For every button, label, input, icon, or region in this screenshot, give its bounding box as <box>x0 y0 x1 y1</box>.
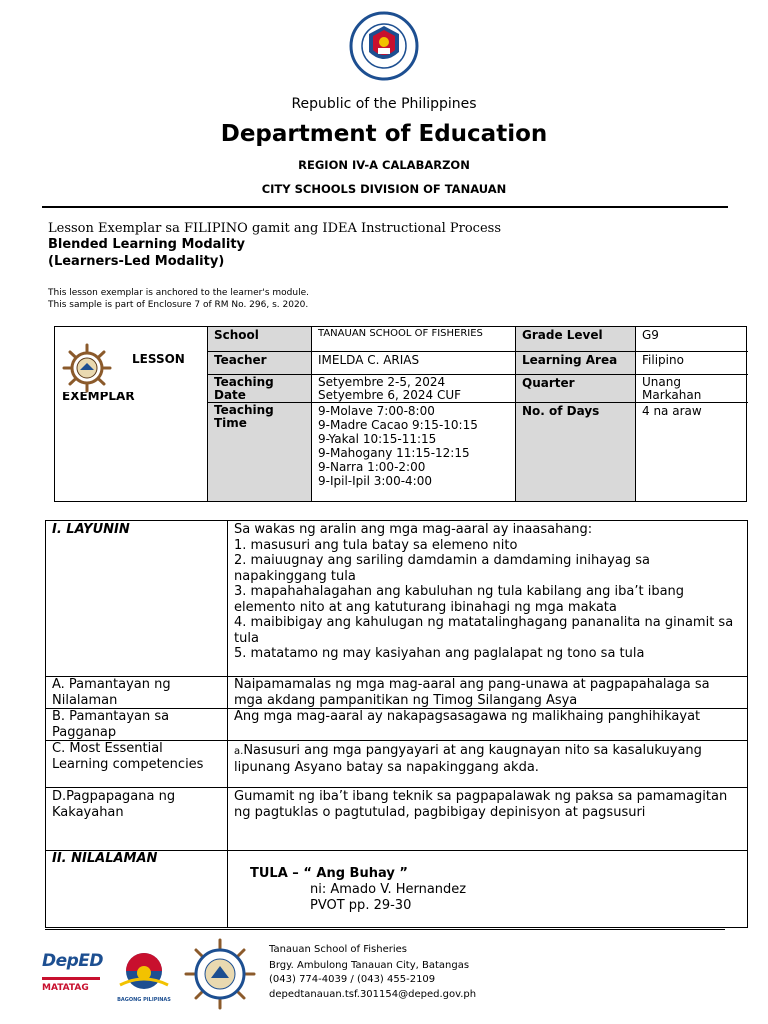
school-value: TANAUAN SCHOOL OF FISHERIES <box>311 327 515 352</box>
republic-heading: Republic of the Philippines <box>291 96 477 112</box>
bagong-pilipinas-logo <box>116 951 172 1003</box>
quarter-value: Unang Markahan <box>635 375 748 403</box>
pagpapagana-label: D.Pagpapagana ng Kakayahan <box>52 789 176 820</box>
layunin-item: 2. maiuugnay ang sariling damdamin a damdaming inihayag sa napakinggang tula <box>234 553 650 584</box>
area-value: Filipino <box>635 352 748 375</box>
time-slot: 9-Molave 7:00-8:00 <box>318 404 435 418</box>
note-anchored: This lesson exemplar is anchored to the learner's module. <box>48 288 309 298</box>
pamantayan-nilalaman-label: A. Pamantayan ng Nilalaman <box>52 677 171 708</box>
layunin-content <box>228 521 747 663</box>
layunin-label: I. LAYUNIN <box>52 522 130 537</box>
footer-phone: (043) 774-4039 / (043) 455-2109 <box>269 974 436 985</box>
pamantayan-pagganap-label: B. Pamantayan sa Pagganap <box>52 709 170 740</box>
layunin-item: 1. masusuri ang tula batay sa elemeno nito <box>234 537 518 553</box>
time-slot: 9-Madre Cacao 9:15-10:15 <box>318 418 478 432</box>
header-divider <box>42 206 728 208</box>
lesson-title: Lesson Exemplar sa FILIPINO gamit ang IDEA Instructional Process <box>48 221 502 236</box>
melc-text: Nasusuri ang mga pangyayari at ang kaugnayan nito sa kasalukuyang lipunang Asyano batay sa napakinggang akda. <box>234 743 702 775</box>
deped-logo-text <box>42 951 104 971</box>
footer-divider <box>45 929 725 930</box>
division-heading: CITY SCHOOLS DIVISION OF TANAUAN <box>261 182 507 196</box>
grade-label: Grade Level <box>515 327 635 352</box>
note-enclosure: This sample is part of Enclosure 7 of RM No. 296, s. 2020. <box>48 300 309 310</box>
matatag-text: MATATAG <box>42 983 89 993</box>
melc-prefix: a. <box>234 746 244 757</box>
modality-subtitle: (Learners-Led Modality) <box>48 254 225 269</box>
nilalaman-label: II. NILALAMAN <box>52 851 158 866</box>
days-label: No. of Days <box>515 403 635 501</box>
date-value-line1: Setyembre 2-5, 2024 <box>318 375 446 389</box>
pagpapagana-value: Gumamit ng iba’t ibang teknik sa pagpapalawak ng paksa sa pamamagitan ng pagtuklas o pagtutulad, pagbibigay depinisyon at pagsusuri <box>234 789 728 820</box>
teacher-label: Teacher <box>207 352 311 375</box>
bagong-pilipinas-icon <box>116 951 172 993</box>
grade-value: G9 <box>635 327 748 352</box>
layunin-intro: Sa wakas ng aralin ang mga mag-aaral ay inaasahang: <box>234 522 593 537</box>
time-label: Teaching Time <box>207 403 311 501</box>
days-value: 4 na araw <box>635 403 748 501</box>
footer-school: Tanauan School of Fisheries <box>269 944 407 955</box>
melc-value <box>228 740 747 776</box>
ship-wheel-logo-icon <box>58 343 116 393</box>
pamantayan-nilalaman-value: Naipamamalas ng mga mag-aaral ang pang-unawa at pagpapahalaga sa mga akdang pampanitikan ng Timog Silangang Asya <box>234 677 710 708</box>
area-label: Learning Area <box>515 352 635 375</box>
deped-matatag-logo <box>42 951 104 1001</box>
school-label: School <box>207 327 311 352</box>
lesson-label: LESSON <box>132 352 185 366</box>
date-value-line2: Setyembre 6, 2024 CUF <box>318 388 462 402</box>
layunin-item: 4. maibibigay ang kahulugan ng matatalinghagang pananalita na ginamit sa tula <box>234 615 734 646</box>
time-values <box>311 403 515 501</box>
time-slot: 9-Yakal 10:15-11:15 <box>318 432 437 446</box>
region-heading: REGION IV-A CALABARZON <box>298 158 470 172</box>
footer-email[interactable]: depedtanauan.tsf.301154@deped.gov.ph <box>269 989 477 1000</box>
footer-address: Brgy. Ambulong Tanauan City, Batangas <box>269 960 470 971</box>
exemplar-label: EXEMPLAR <box>62 392 135 400</box>
bagong-pilipinas-text: BAGONG PILIPINAS <box>117 997 171 1003</box>
melc-label: C. Most Essential Learning competencies <box>52 741 204 772</box>
tsf-seal-icon <box>184 938 256 1010</box>
tula-author: ni: Amado V. Hernandez <box>310 882 467 897</box>
modality-title: Blended Learning Modality <box>48 237 246 252</box>
tula-title: TULA – “ Ang Buhay ” <box>250 866 408 881</box>
time-slot: 9-Narra 1:00-2:00 <box>318 460 426 474</box>
layunin-item: 5. matatamo ng may kasiyahan ang paglalapat ng tono sa tula <box>234 646 645 661</box>
pamantayan-pagganap-value: Ang mga mag-aaral ay nakapagsasagawa ng malikhaing panghihikayat <box>234 709 701 724</box>
deped-logo-stripe <box>42 977 100 980</box>
tula-reference: PVOT pp. 29-30 <box>310 898 412 913</box>
teacher-value: IMELDA C. ARIAS <box>311 352 515 375</box>
quarter-label: Quarter <box>515 375 635 403</box>
department-heading: Department of Education <box>220 121 548 147</box>
deped-logo-word: DepED <box>42 951 104 971</box>
time-slot: 9-Ipil-Ipil 3:00-4:00 <box>318 474 432 488</box>
deped-seal-icon <box>349 10 419 82</box>
date-value <box>311 375 515 403</box>
time-slot: 9-Mahogany 11:15-12:15 <box>318 446 470 460</box>
layunin-item: 3. mapahahalagahan ang kabuluhan ng tula kabilang ang iba’t ibang elemento nito at ang katuturang ibinahagi ng mga makata <box>234 584 685 615</box>
date-label: Teaching Date <box>207 375 311 403</box>
